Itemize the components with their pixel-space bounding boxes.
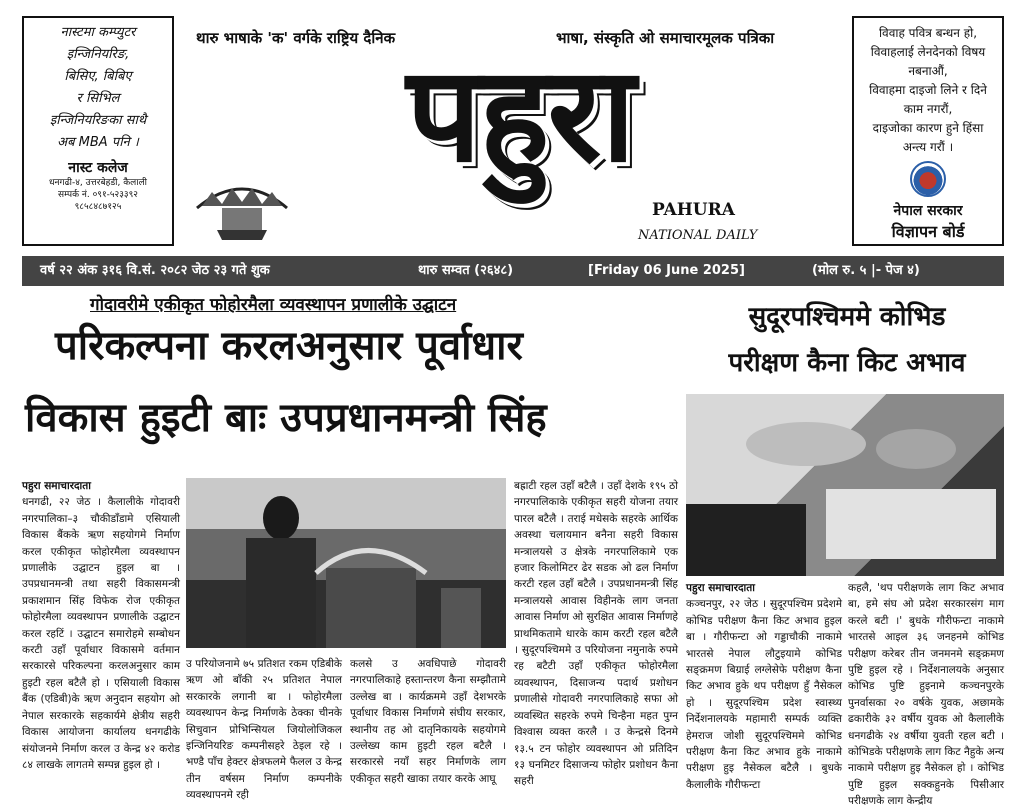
- main-story-column-2: [186, 656, 342, 801]
- main-story-column-1: [22, 478, 180, 801]
- side-story-byline: पहुरा समाचारदाता: [686, 582, 755, 594]
- college-address: धनगढी-४, उत्तरबेहडी, कैलाली: [48, 178, 148, 188]
- advert-line: दाइजोका कारण हुने हिंसा: [872, 121, 984, 135]
- masthead-name-en: PAHURA: [652, 200, 735, 220]
- advert-line: इन्जिनियरिङ,: [66, 47, 130, 62]
- pahura-logo-icon: [192, 178, 292, 242]
- advert-line: काम नगरौं,: [903, 102, 953, 116]
- college-name: नास्ट कलेज: [68, 160, 128, 176]
- main-story-kicker: गोदावरीमे एकीकृत फोहोरमैला व्यवस्थापन प्रणालीके उद्घाटन: [90, 295, 457, 315]
- main-headline-line-2: विकास हुइटी बाः उपप्रधानमन्त्री सिंह: [25, 395, 547, 441]
- advert-line: विवाहलाई लेनदेनको विषय: [870, 45, 986, 59]
- advert-line: बिसिए, बिबिए: [64, 69, 132, 84]
- side-story-photo: [686, 394, 1004, 576]
- left-advert-text: [30, 22, 166, 154]
- main-story-text-3: कलसे उ अवधिपाछे गोदावरी नगरपालिकाहे हस्तान्तरण कैना सम्झौतामे उल्लेख बा । कार्यक्रममे उहाँ देशभरके पूर्वाधार विकास निर्माणमे संघीय सरकार, स्थानीय तह ओ दातृनिकायके सहयोगमे उल्लेख्य काम हुइटी रहल बटैलै । सरकारसे नयाँ सहर निर्माणके लाग एकीकृत सहरी खाका तयार करके आघू: [350, 658, 506, 785]
- government-label: नेपाल सरकार: [893, 203, 963, 219]
- main-story-text-1: धनगढी, २२ जेठ । कैलालीके गोदावरी नगरपालिका–३ चौकीडाँडामे एसियाली विकास बैंकके ऋण सहयोगमे निर्माण करल एकीकृत फोहोरमैला व्यवस्थापन प्रणालीके उद्घाटन हुइल बा । उपप्रधानमन्त्री तथा सहरी विकासमन्त्री प्रकाशमान सिंह विफेक रोज एकीकृत फोहोरमैला व्यवस्थापन प्रणालीके उद्घाटन करल रहटिं । उद्घाटन समारोहमे सम्बोधन करटी उहाँ पूर्वाधार विकासमे वर्तमान सरकारसे परिकल्पना करलअनुसार काम हुइटी रहल बटैलै हो । एसियाली विकास बैंक (एडिबी)के ऋण अनुदान सहयोग ओ नेपाल सरकारके सहकार्यमे क्षेत्रीय सहरी विकास आयोजना कार्यालय धनगढीके संयोजनमे निर्माण करल उ केन्द्र ४२ करोड ८४ लाखके लागतमे सम्पन्न हुइल हो ।: [22, 496, 180, 771]
- advert-line: नास्टमा कम्प्युटर: [60, 25, 136, 40]
- tagline-left: थारु भाषाके 'क' वर्गके राष्ट्रिय दैनिक: [196, 29, 396, 47]
- tagline-right: भाषा, संस्कृति ओ समाचारमूलक पत्रिका: [556, 29, 775, 47]
- side-story-text-1: कञ्चनपुर, २२ जेठ । सुदूरपश्चिम प्रदेशमे कोभिड परीक्षण कैना किट अभाव हुइल बा । गौरीफन्टा ओ गड्डाचौकी नाकामे भारतसे नेपाल लौटुइयामे कोभिड सङ्क्रमण बिग्राई लग्लेसेफे परीक्षण कैना किट अभाव हुके थप परीक्षण हुँ नैसेकल हो । सुदूरपश्चिम प्रदेश स्वास्थ्य निर्देशनालयके महामारी सम्पर्क व्यक्ति हेमराज जोशी सुदूरपश्चिममे कोभिड परीक्षण कैना किट अभाव हुके नाकामे परीक्षण हुइ नैसेकल बटैलै । बुधके कैलालीके गौरीफन्टा: [686, 598, 842, 791]
- right-advert-text: [858, 24, 998, 157]
- side-story-column-2: [848, 580, 1004, 808]
- main-story-text-2: उ परियोजनामे ७५ प्रतिशत रकम एडिबीके ऋण ओ बाँकी २५ प्रतिशत नेपाल सरकारके लगानी बा । फोहोरमैला व्यवस्थापन केन्द्र निर्माणके ठेक्का चीनके सिचुवान प्रोभिन्सियल जियोलोजिकल इन्जिनियरिङ कम्पनीसहरे ठेइल रहे । भण्डै पाँच हेक्टर क्षेत्रफलमे फैलल उ केन्द्र तीन वर्षसम निर्माण कम्पनीके व्यवस्थापनमे रही: [186, 658, 342, 802]
- side-story-column-1: [686, 580, 842, 801]
- college-mobile: ९८५८४८७१२५: [74, 202, 122, 212]
- issue-number: वर्ष २२ अंक ३१६ वि.सं. २०८२ जेठ २३ गते शुक: [40, 263, 270, 278]
- issue-info-bar: [22, 256, 1004, 286]
- main-story-photo: [186, 478, 506, 648]
- left-advert: [22, 16, 174, 246]
- advert-line: विवाह पवित्र बन्धन हो,: [878, 26, 978, 40]
- english-date: [Friday 06 June 2025]: [588, 263, 745, 278]
- side-story-text-2: कहलै, 'थप परीक्षणके लाग किट अभाव बा, हमे संघ ओ प्रदेश सरकारसंग माग करले बटी ।' बुधके गौरीफन्टा नाकामे भारतसे आइल ३६ जनहनमे कोभिड परीक्षण करेबर तीन जनमनमे सङ्क्रमण पुष्टि हुइल रहे । निर्देशनालयके अनुसार कोभिड पुष्टि हुइनामे कञ्चनपुरके पुनर्वासका २० वर्षके युवक, अछामके ढकारीके ३२ वर्षीय युवक ओ कैलालीके धनगढीके २४ वर्षीया युवती रहल बटी । कोभिडके परीक्षणके लाग किट नैहुके अन्य नाकामे परीक्षण हुइ नैसेकल हो । कोभिड पुष्टि हुइल सक्कहुनके पिसीआर परीक्षणके लाग केन्द्रीय: [848, 582, 1004, 808]
- advert-line: अब MBA पनि ।: [57, 135, 139, 150]
- main-story-text-4: बह्राटी रहल उहाँ बटैलै । उहाँ देशके १९५ ठो नगरपालिकाके एकीकृत सहरी योजना तयार पारल बटैलै । तराई मधेसके सहरके आर्थिक अवस्था चलायमान बनैना सहरी विकास मन्त्रालयसे उ क्षेत्रके नगरपालिकामे एक हजार किलोमिटर ढेर सडक ओ ढल निर्माण करटी रहल उहाँ बटैलै । उपप्रधानमन्त्री सिंह मन्त्रालयसे आवास विहीनके लाग जनता आवास निर्माण ओ सुरक्षित आवास निर्माणहे प्राथमिकतामे धारके काम करटी रहल बटैलै । सुदूरपश्चिममे उ परियोजना नमुनाके रुपमे रह बटैटी उहाँ एकीकृत फोहोरमैला व्यवस्थापन, दिसाजन्य पदार्थ प्रशोधन प्रणालीसे गोदावरी नगरपालिकाहे सफा ओ व्यवस्थित सहरके रुपमे चिन्हैना महत पुग्न विश्वास व्यक्त करलै । उ केन्द्रसे दिनमे १३.५ टन फोहोर व्यवस्थापन ओ प्रतिदिन १३ घनमिटर दिसाजन्य फोहोर प्रशोधन कैना सहरी: [514, 480, 678, 788]
- right-advert: [852, 16, 1004, 246]
- tharu-year: थारु सम्वत (२६४८): [418, 263, 514, 278]
- main-story-column-3: [350, 656, 506, 801]
- advert-line: र सिभिल: [76, 91, 120, 106]
- nepal-emblem-icon: [910, 161, 946, 197]
- masthead-subtitle-en: NATIONAL DAILY: [638, 228, 758, 243]
- side-headline-line-1: सुदूरपश्चिममे कोभिड: [748, 302, 946, 332]
- masthead-title: पहुरा: [406, 37, 634, 192]
- side-headline-line-2: परीक्षण कैना किट अभाव: [728, 348, 966, 378]
- college-phone: सम्पर्क नं. ०९१-५२३३९२: [58, 190, 138, 200]
- main-headline-line-1: परिकल्पना करलअनुसार पूर्वाधार: [55, 323, 523, 369]
- advert-board-label: विज्ञापन बोर्ड: [891, 222, 965, 241]
- advert-line: नबनाऔं,: [908, 64, 948, 78]
- side-story-headline: [692, 294, 1002, 386]
- main-story-byline: पहुरा समाचारदाता: [22, 480, 91, 492]
- advert-line: इन्जिनियरिङका साथै: [49, 113, 147, 128]
- price-pages: (मोल रु. ५ |- पेज ४): [812, 263, 920, 278]
- advert-line: विवाहमा दाइजो लिने र दिने: [869, 83, 987, 97]
- main-story-column-4: [514, 478, 678, 801]
- advert-line: अन्त्य गरौं ।: [902, 140, 954, 154]
